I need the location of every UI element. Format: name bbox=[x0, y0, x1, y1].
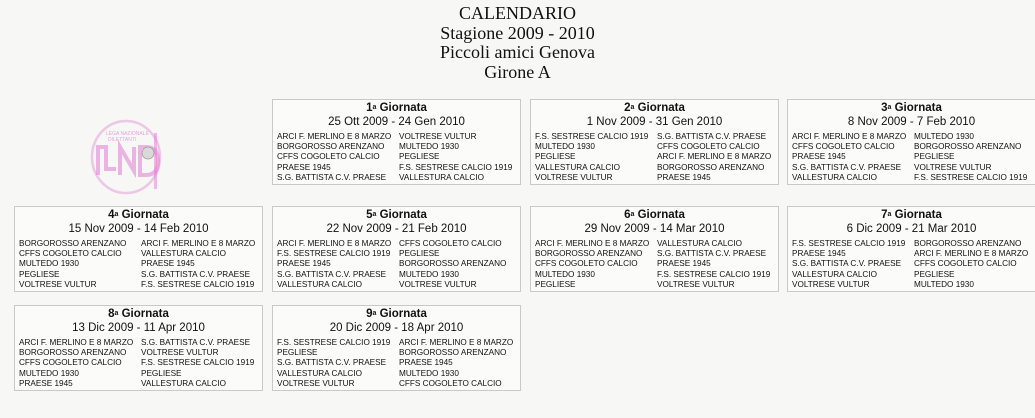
away-teams bbox=[657, 239, 770, 290]
away-team: PRAESE 1945 bbox=[657, 259, 711, 269]
home-team: CFFS COGOLETO CALCIO bbox=[19, 358, 122, 368]
home-team: F.S. SESTRESE CALCIO 1919 bbox=[535, 132, 649, 141]
away-team: ARCI F. MERLINO E 8 MARZO bbox=[914, 249, 1029, 259]
round-label: Giornata bbox=[121, 209, 169, 221]
away-team: VOLTRESE VULTUR bbox=[399, 279, 477, 289]
away-team: MULTEDO 1930 bbox=[399, 368, 459, 378]
match-list bbox=[788, 236, 1035, 290]
home-team: ARCI F. MERLINO E 8 MARZO bbox=[535, 239, 650, 248]
round-title bbox=[273, 308, 520, 321]
match-list bbox=[531, 129, 778, 183]
round-ordinal: a bbox=[114, 310, 119, 317]
home-team: PEGLIESE bbox=[19, 269, 60, 279]
away-teams bbox=[399, 132, 512, 183]
round-title bbox=[15, 308, 262, 321]
round-label: Giornata bbox=[637, 209, 685, 221]
round-dates: 20 Dic 2009 - 18 Apr 2010 bbox=[329, 322, 464, 334]
round-title bbox=[273, 209, 520, 222]
home-team: F.S. SESTRESE CALCIO 1919 bbox=[277, 249, 391, 259]
away-team: VOLTRESE VULTUR bbox=[141, 348, 219, 358]
away-team: PEGLIESE bbox=[141, 368, 182, 378]
round-box bbox=[14, 305, 263, 391]
round-ordinal: a bbox=[114, 211, 119, 218]
away-team: S.G. BATTISTA C.V. PRAESE bbox=[657, 249, 767, 259]
round-box bbox=[787, 206, 1035, 292]
away-team: F.S. SESTRESE CALCIO 1919 bbox=[141, 279, 255, 289]
away-team: MULTEDO 1930 bbox=[399, 269, 459, 279]
round-dates: 1 Nov 2009 - 31 Gen 2010 bbox=[586, 116, 723, 128]
away-team: BORGOROSSO ARENZANO bbox=[914, 142, 1022, 152]
away-team: VALLESTURA CALCIO bbox=[141, 249, 226, 259]
round-label: Giornata bbox=[894, 209, 942, 221]
round-title bbox=[273, 102, 520, 115]
home-team: PRAESE 1945 bbox=[277, 162, 331, 172]
away-team: MULTEDO 1930 bbox=[399, 142, 459, 152]
away-team: F.S. SESTRESE CALCIO 1919 bbox=[399, 162, 513, 172]
away-teams bbox=[914, 132, 1027, 183]
home-team: CFFS COGOLETO CALCIO bbox=[535, 259, 638, 269]
round-ordinal: a bbox=[372, 310, 377, 317]
home-team: MULTEDO 1930 bbox=[19, 259, 79, 269]
away-team: BORGOROSSO ARENZANO bbox=[399, 259, 507, 269]
round-number: 3 bbox=[881, 102, 888, 114]
round-box bbox=[272, 305, 521, 391]
round-label: Giornata bbox=[379, 209, 427, 221]
round-box bbox=[530, 206, 779, 292]
home-team: S.G. BATTISTA C.V. PRAESE bbox=[277, 269, 387, 279]
home-teams bbox=[19, 338, 141, 389]
away-team: MULTEDO 1930 bbox=[914, 132, 974, 141]
home-team: PRAESE 1945 bbox=[277, 259, 331, 269]
home-team: VOLTRESE VULTUR bbox=[19, 279, 97, 289]
round-ordinal: a bbox=[630, 211, 635, 218]
round-number: 7 bbox=[881, 209, 888, 221]
home-team: PRAESE 1945 bbox=[792, 152, 846, 162]
away-team: VOLTRESE VULTUR bbox=[914, 162, 992, 172]
home-team: BORGOROSSO ARENZANO bbox=[19, 348, 127, 358]
away-teams bbox=[141, 239, 255, 290]
away-teams bbox=[914, 239, 1028, 290]
away-team: F.S. SESTRESE CALCIO 1919 bbox=[657, 269, 771, 279]
away-team: PRAESE 1945 bbox=[399, 358, 453, 368]
round-ordinal: a bbox=[887, 104, 892, 111]
round-title bbox=[15, 209, 262, 222]
match-list bbox=[15, 236, 262, 290]
round-dates: 25 Ott 2009 - 24 Gen 2010 bbox=[328, 116, 465, 128]
home-team: MULTEDO 1930 bbox=[535, 142, 595, 152]
round-ordinal: a bbox=[372, 104, 377, 111]
away-teams bbox=[399, 338, 513, 389]
home-team: VALLESTURA CALCIO bbox=[277, 368, 362, 378]
round-title bbox=[531, 209, 778, 222]
home-team: ARCI F. MERLINO E 8 MARZO bbox=[277, 239, 392, 248]
round-label: Giornata bbox=[637, 102, 685, 114]
away-team: ARCI F. MERLINO E 8 MARZO bbox=[399, 338, 514, 347]
round-dates: 6 Dic 2009 - 21 Mar 2010 bbox=[846, 223, 977, 235]
away-team: S.G. BATTISTA C.V. PRAESE bbox=[141, 269, 251, 279]
away-team: ARCI F. MERLINO E 8 MARZO bbox=[141, 239, 256, 248]
home-team: PEGLIESE bbox=[277, 348, 318, 358]
away-team: VALLESTURA CALCIO bbox=[657, 239, 742, 248]
home-team: BORGOROSSO ARENZANO bbox=[535, 249, 643, 259]
away-team: S.G. BATTISTA C.V. PRAESE bbox=[141, 338, 251, 347]
home-team: CFFS COGOLETO CALCIO bbox=[19, 249, 122, 259]
away-teams bbox=[399, 239, 506, 290]
home-team: VOLTRESE VULTUR bbox=[535, 172, 613, 182]
round-dates: 13 Dic 2009 - 11 Apr 2010 bbox=[72, 322, 205, 334]
round-title bbox=[788, 102, 1035, 115]
header-group: Girone A bbox=[484, 61, 551, 82]
round-box bbox=[530, 99, 779, 185]
away-team: BORGOROSSO ARENZANO bbox=[657, 162, 765, 172]
home-team: S.G. BATTISTA C.V. PRAESE bbox=[277, 358, 387, 368]
away-team: ARCI F. MERLINO E 8 MARZO bbox=[657, 152, 772, 162]
header-season: Stagione 2009 - 2010 bbox=[440, 22, 595, 43]
away-team: CFFS COGOLETO CALCIO bbox=[914, 259, 1017, 269]
home-team: CFFS COGOLETO CALCIO bbox=[792, 142, 895, 152]
home-teams bbox=[535, 132, 657, 183]
calendar-header bbox=[0, 4, 1035, 82]
match-list bbox=[273, 129, 520, 183]
home-team: PRAESE 1945 bbox=[19, 378, 73, 388]
away-team: PEGLIESE bbox=[914, 269, 955, 279]
away-team: S.G. BATTISTA C.V. PRAESE bbox=[657, 132, 767, 141]
home-team: CFFS COGOLETO CALCIO bbox=[277, 152, 380, 162]
round-number: 8 bbox=[108, 308, 115, 320]
round-number: 5 bbox=[366, 209, 373, 221]
away-team: PEGLIESE bbox=[399, 152, 440, 162]
home-teams bbox=[277, 338, 399, 389]
round-number: 2 bbox=[624, 102, 631, 114]
away-team: CFFS COGOLETO CALCIO bbox=[399, 378, 502, 388]
header-category: Piccoli amici Genova bbox=[440, 42, 595, 62]
home-team: S.G. BATTISTA C.V. PRAESE bbox=[792, 259, 902, 269]
svg-text:DILETTANTI: DILETTANTI bbox=[108, 137, 137, 143]
round-box bbox=[787, 99, 1035, 185]
round-number: 1 bbox=[366, 102, 373, 114]
home-team: MULTEDO 1930 bbox=[19, 368, 79, 378]
round-box bbox=[14, 206, 263, 292]
home-team: F.S. SESTRESE CALCIO 1919 bbox=[792, 239, 906, 248]
round-ordinal: a bbox=[887, 211, 892, 218]
away-team: F.S. SESTRESE CALCIO 1919 bbox=[914, 172, 1028, 182]
home-team: ARCI F. MERLINO E 8 MARZO bbox=[792, 132, 907, 141]
home-teams bbox=[535, 239, 657, 290]
away-team: VOLTRESE VULTUR bbox=[657, 279, 735, 289]
home-team: PEGLIESE bbox=[535, 152, 576, 162]
away-team: F.S. SESTRESE CALCIO 1919 bbox=[141, 358, 255, 368]
round-label: Giornata bbox=[894, 102, 942, 114]
away-team: CFFS COGOLETO CALCIO bbox=[399, 239, 502, 248]
home-team: PEGLIESE bbox=[535, 279, 576, 289]
away-team: VOLTRESE VULTUR bbox=[399, 132, 477, 141]
home-teams bbox=[277, 132, 399, 183]
match-list bbox=[273, 236, 520, 290]
round-label: Giornata bbox=[379, 102, 427, 114]
away-teams bbox=[141, 338, 254, 389]
match-list bbox=[788, 129, 1035, 183]
home-team: VALLESTURA CALCIO bbox=[792, 172, 877, 182]
home-team: BORGOROSSO ARENZANO bbox=[19, 239, 127, 248]
round-label: Giornata bbox=[121, 308, 169, 320]
away-team: VALLESTURA CALCIO bbox=[399, 172, 484, 182]
lnd-logo bbox=[86, 113, 170, 199]
home-teams bbox=[19, 239, 141, 290]
home-team: ARCI F. MERLINO E 8 MARZO bbox=[19, 338, 134, 347]
away-teams bbox=[657, 132, 771, 183]
svg-text:LEGA NAZIONALE: LEGA NAZIONALE bbox=[106, 131, 149, 137]
round-title bbox=[531, 102, 778, 115]
home-teams bbox=[792, 239, 914, 290]
away-team: PEGLIESE bbox=[914, 152, 955, 162]
match-list bbox=[531, 236, 778, 290]
round-dates: 8 Nov 2009 - 7 Feb 2010 bbox=[847, 116, 976, 128]
home-team: VALLESTURA CALCIO bbox=[277, 279, 362, 289]
home-team: VALLESTURA CALCIO bbox=[535, 162, 620, 172]
home-teams bbox=[792, 132, 914, 183]
away-team: BORGOROSSO ARENZANO bbox=[914, 239, 1022, 248]
round-title bbox=[788, 209, 1035, 222]
home-team: F.S. SESTRESE CALCIO 1919 bbox=[277, 338, 391, 347]
round-label: Giornata bbox=[379, 308, 427, 320]
away-team: CFFS COGOLETO CALCIO bbox=[657, 142, 760, 152]
round-dates: 22 Nov 2009 - 21 Feb 2010 bbox=[326, 223, 467, 235]
round-dates: 15 Nov 2009 - 14 Feb 2010 bbox=[68, 223, 209, 235]
away-team: PRAESE 1945 bbox=[141, 259, 195, 269]
match-list bbox=[15, 335, 262, 389]
round-box bbox=[272, 99, 521, 185]
header-title: CALENDARIO bbox=[459, 3, 576, 23]
away-team: VALLESTURA CALCIO bbox=[141, 378, 226, 388]
home-teams bbox=[277, 239, 399, 290]
home-team: ARCI F. MERLINO E 8 MARZO bbox=[277, 132, 392, 141]
match-list bbox=[273, 335, 520, 389]
home-team: S.G. BATTISTA C.V. PRAESE bbox=[277, 172, 387, 182]
home-team: VALLESTURA CALCIO bbox=[792, 269, 877, 279]
home-team: PRAESE 1945 bbox=[792, 249, 846, 259]
round-box bbox=[272, 206, 521, 292]
round-number: 9 bbox=[366, 308, 373, 320]
home-team: VOLTRESE VULTUR bbox=[277, 378, 355, 388]
round-ordinal: a bbox=[630, 104, 635, 111]
home-team: BORGOROSSO ARENZANO bbox=[277, 142, 385, 152]
round-ordinal: a bbox=[372, 211, 377, 218]
away-team: PRAESE 1945 bbox=[657, 172, 711, 182]
away-team: BORGOROSSO ARENZANO bbox=[399, 348, 507, 358]
round-number: 4 bbox=[108, 209, 115, 221]
away-team: MULTEDO 1930 bbox=[914, 279, 974, 289]
round-number: 6 bbox=[624, 209, 631, 221]
round-dates: 29 Nov 2009 - 14 Mar 2010 bbox=[584, 223, 725, 235]
away-team: PEGLIESE bbox=[399, 249, 440, 259]
home-team: MULTEDO 1930 bbox=[535, 269, 595, 279]
home-team: VOLTRESE VULTUR bbox=[792, 279, 870, 289]
home-team: S.G. BATTISTA C.V. PRAESE bbox=[792, 162, 902, 172]
